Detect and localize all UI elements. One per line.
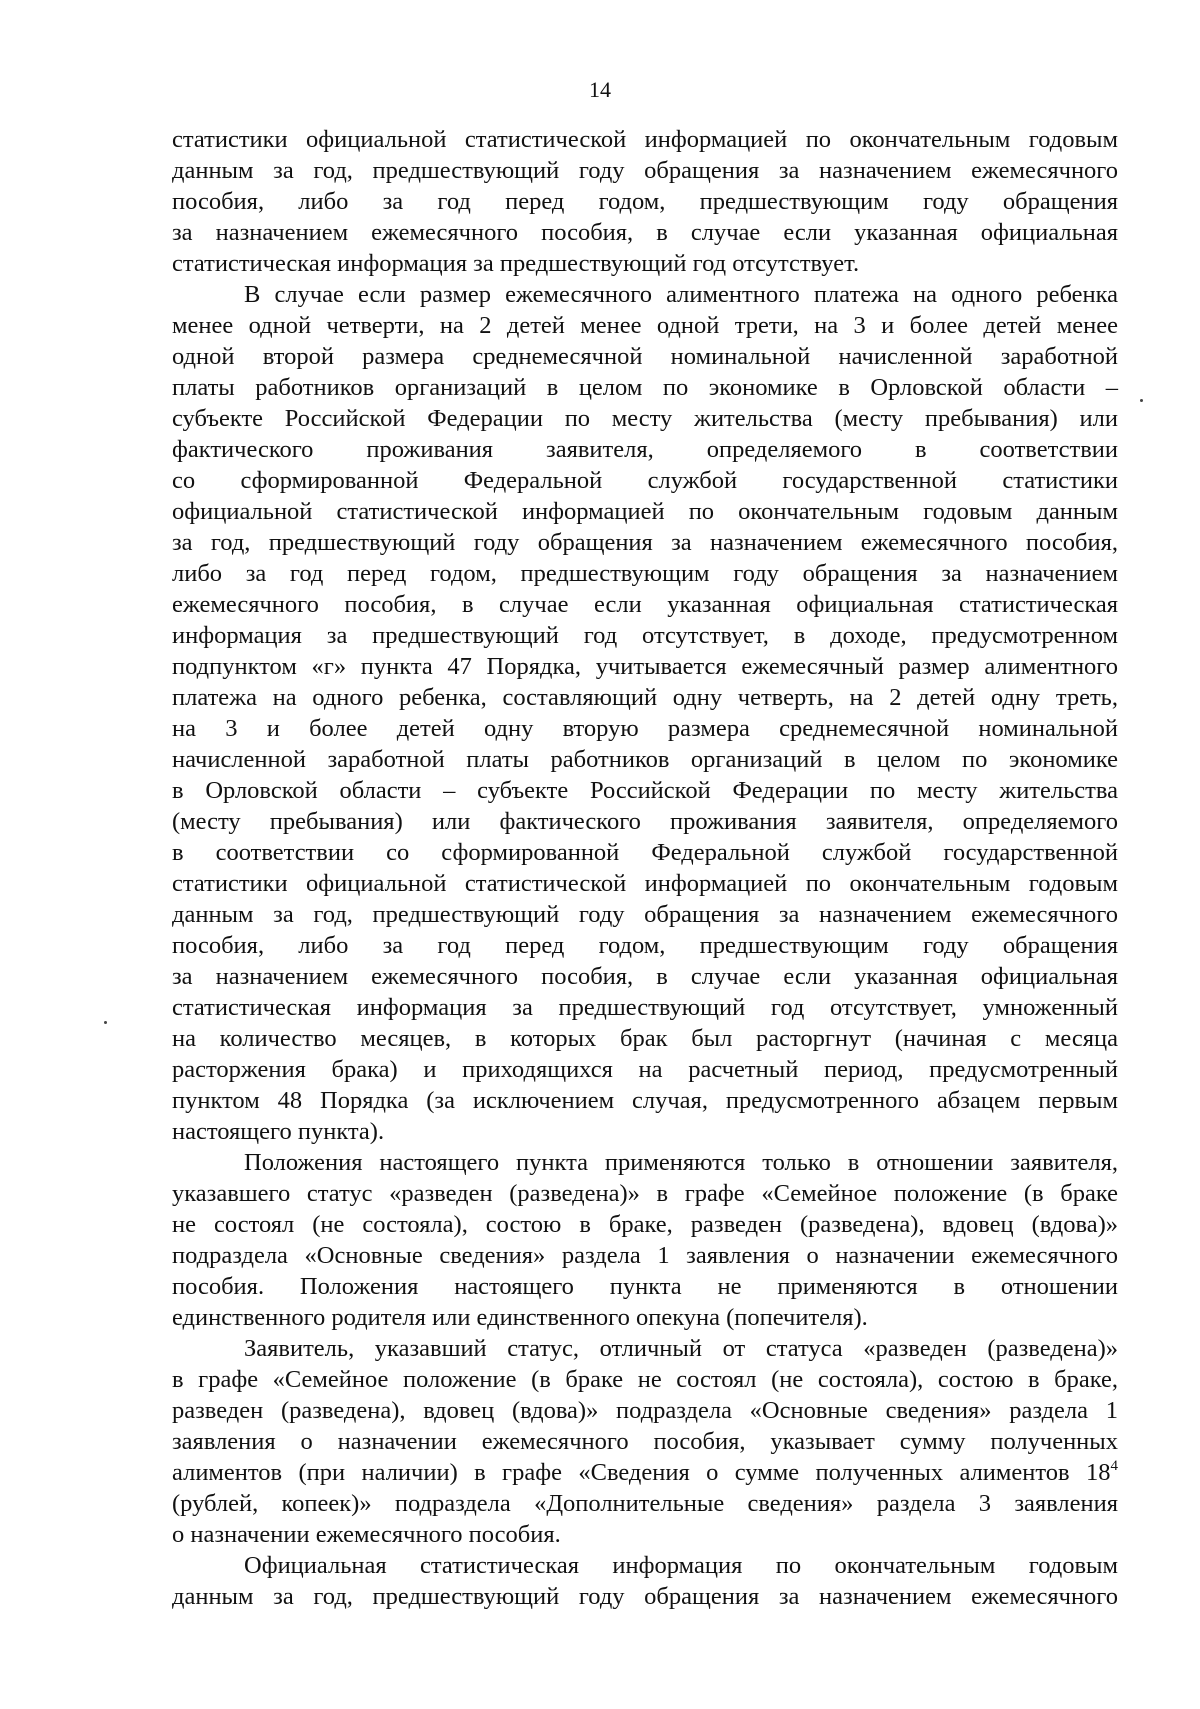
text-line: о назначении ежемесячного пособия.: [172, 1521, 561, 1548]
paragraph-3: [172, 1147, 1118, 1333]
text-line: за назначением ежемесячного пособия, в случае если указанная официальная: [172, 219, 1118, 246]
text-line: пособия. Положения настоящего пункта не применяются в отношении: [172, 1273, 1118, 1300]
text-line: официальной статистической информацией по окончательным годовым данным: [172, 498, 1118, 525]
text-line: не состоял (не состояла), состою в браке, разведен (разведена), вдовец (вдова)»: [172, 1211, 1118, 1238]
text-line: начисленной заработной платы работников организаций в целом по экономике: [172, 746, 1118, 773]
text-line: разведен (разведена), вдовец (вдова)» подраздела «Основные сведения» раздела 1: [172, 1397, 1118, 1424]
paragraph-1: [172, 124, 1118, 279]
text-line-with-footnote: [172, 1457, 1118, 1488]
text-line: фактического проживания заявителя, определяемого в соответствии: [172, 436, 1118, 463]
text-line: субъекте Российской Федерации по месту жительства (месту пребывания) или: [172, 405, 1118, 432]
text-line: в Орловской области – субъекте Российской Федерации по месту жительства: [172, 777, 1118, 804]
text-line: в графе «Семейное положение (в браке не состоял (не состояла), состою в браке,: [172, 1366, 1118, 1393]
text-line: пособия, либо за год перед годом, предшествующим году обращения: [172, 188, 1118, 215]
text-line-content: алиментов (при наличии) в графе «Сведения о сумме полученных алиментов 18: [172, 1459, 1111, 1486]
text-line: одной второй размера среднемесячной номинальной начисленной заработной: [172, 343, 1118, 370]
text-line: указавшего статус «разведен (разведена)» в графе «Семейное положение (в браке: [172, 1180, 1118, 1207]
text-line: В случае если размер ежемесячного алиментного платежа на одного ребенка: [244, 281, 1118, 308]
document-body: [172, 124, 1118, 1612]
text-line: Положения настоящего пункта применяются только в отношении заявителя,: [244, 1149, 1118, 1176]
text-line: Официальная статистическая информация по окончательным годовым: [244, 1552, 1118, 1579]
text-line: (месту пребывания) или фактического проживания заявителя, определяемого: [172, 808, 1118, 835]
text-line: за назначением ежемесячного пособия, в случае если указанная официальная: [172, 963, 1118, 990]
text-line: данным за год, предшествующий году обращения за назначением ежемесячного: [172, 1583, 1118, 1610]
text-line: единственного родителя или единственного опекуна (попечителя).: [172, 1304, 868, 1331]
text-line: статистики официальной статистической информацией по окончательным годовым: [172, 870, 1118, 897]
text-line: подпунктом «г» пункта 47 Порядка, учитывается ежемесячный размер алиментного: [172, 653, 1118, 680]
paragraph-2: [172, 279, 1118, 1147]
superscript-index: 4: [1110, 1458, 1118, 1474]
text-line: расторжения брака) и приходящихся на расчетный период, предусмотренный: [172, 1056, 1118, 1083]
text-line: либо за год перед годом, предшествующим году обращения за назначением: [172, 560, 1118, 587]
text-line: в соответствии со сформированной Федеральной службой государственной: [172, 839, 1118, 866]
text-line: заявления о назначении ежемесячного пособия, указывает сумму полученных: [172, 1428, 1118, 1455]
text-line: статистическая информация за предшествующий год отсутствует.: [172, 250, 860, 277]
text-line: платежа на одного ребенка, составляющий одну четверть, на 2 детей одну треть,: [172, 684, 1118, 711]
text-line: пособия, либо за год перед годом, предшествующим году обращения: [172, 932, 1118, 959]
text-line: ежемесячного пособия, в случае если указанная официальная статистическая: [172, 591, 1118, 618]
paragraph-5: [172, 1550, 1118, 1612]
text-line: данным за год, предшествующий году обращения за назначением ежемесячного: [172, 901, 1118, 928]
text-line: статистики официальной статистической информацией по окончательным годовым: [172, 126, 1118, 153]
paragraph-4: [172, 1333, 1118, 1550]
text-line: данным за год, предшествующий году обращения за назначением ежемесячного: [172, 157, 1118, 184]
scan-speck: [1140, 399, 1143, 402]
text-line: платы работников организаций в целом по экономике в Орловской области –: [172, 374, 1118, 401]
text-line: на 3 и более детей одну вторую размера среднемесячной номинальной: [172, 715, 1118, 742]
text-line: пунктом 48 Порядка (за исключением случая, предусмотренного абзацем первым: [172, 1087, 1118, 1114]
page-number: 14: [589, 77, 611, 102]
text-line: подраздела «Основные сведения» раздела 1 заявления о назначении ежемесячного: [172, 1242, 1118, 1269]
text-line: Заявитель, указавший статус, отличный от статуса «разведен (разведена)»: [244, 1335, 1118, 1362]
text-line: статистическая информация за предшествующий год отсутствует, умноженный: [172, 994, 1118, 1021]
text-line: на количество месяцев, в которых брак был расторгнут (начиная с месяца: [172, 1025, 1118, 1052]
text-line: со сформированной Федеральной службой государственной статистики: [172, 467, 1118, 494]
text-line: за год, предшествующий году обращения за назначением ежемесячного пособия,: [172, 529, 1118, 556]
text-line: информация за предшествующий год отсутствует, в доходе, предусмотренном: [172, 622, 1118, 649]
text-line: настоящего пункта).: [172, 1118, 385, 1145]
text-line: (рублей, копеек)» подраздела «Дополнительные сведения» раздела 3 заявления: [172, 1490, 1118, 1517]
text-line: менее одной четверти, на 2 детей менее одной трети, на 3 и более детей менее: [172, 312, 1118, 339]
scan-speck: [104, 1021, 107, 1024]
